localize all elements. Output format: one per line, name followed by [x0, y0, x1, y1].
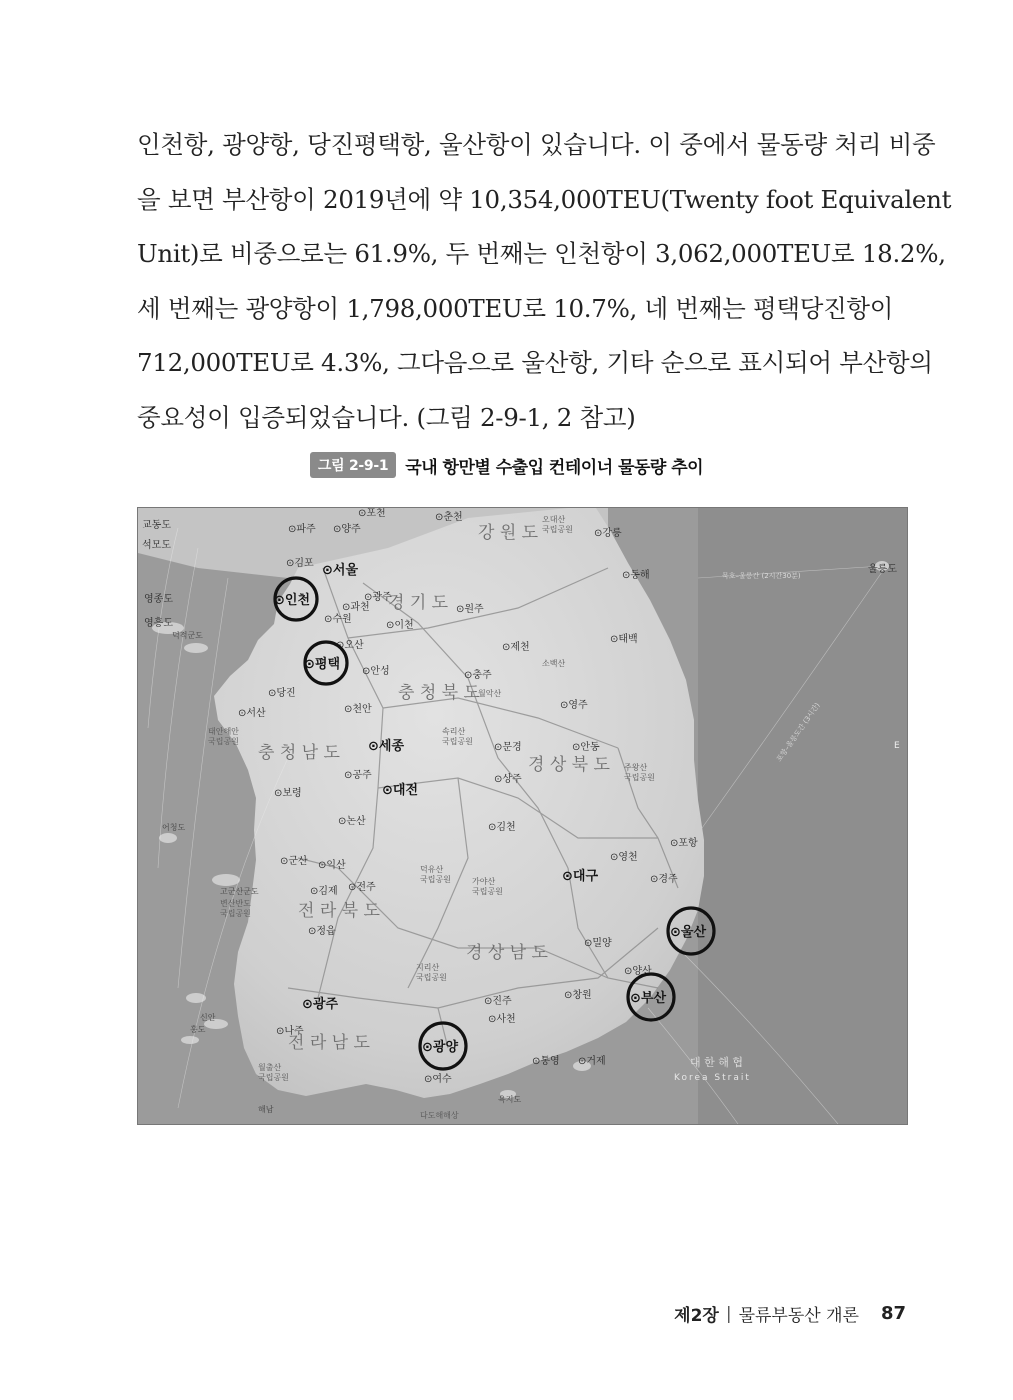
- svg-text:⊙제천: ⊙제천: [502, 642, 530, 653]
- svg-text:소백산: 소백산: [542, 659, 566, 668]
- svg-text:⊙정읍: ⊙정읍: [308, 926, 336, 937]
- body-line-6: 중요성이 입증되었습니다. (그림 2-9-1, 2 참고): [137, 402, 636, 432]
- svg-text:⊙강릉: ⊙강릉: [594, 528, 622, 539]
- svg-text:경 상 남 도: 경 상 남 도: [466, 943, 548, 963]
- svg-text:⊙김포: ⊙김포: [286, 558, 314, 569]
- svg-text:⊙공주: ⊙공주: [344, 770, 372, 781]
- svg-text:국립공원: 국립공원: [208, 737, 239, 746]
- body-line-2: 을 보면 부산항이 2019년에 약 10,354,000TEU(Twenty foot Equivalent: [137, 184, 952, 214]
- svg-text:⊙거제: ⊙거제: [578, 1056, 606, 1067]
- svg-text:석모도: 석모도: [142, 540, 171, 551]
- svg-text:욕지도: 욕지도: [498, 1095, 522, 1104]
- svg-text:국립공원: 국립공원: [442, 737, 473, 746]
- svg-text:⊙천안: ⊙천안: [344, 704, 372, 715]
- svg-text:⊙익산: ⊙익산: [318, 860, 346, 871]
- svg-text:어청도: 어청도: [162, 823, 186, 832]
- svg-text:⊙부산: ⊙부산: [630, 991, 667, 1006]
- svg-text:덕유산: 덕유산: [420, 865, 444, 874]
- svg-text:⊙보령: ⊙보령: [274, 788, 302, 799]
- svg-text:교동도: 교동도: [142, 520, 171, 531]
- svg-text:⊙수원: ⊙수원: [324, 614, 352, 625]
- svg-text:⊙양주: ⊙양주: [333, 524, 361, 535]
- svg-text:⊙김제: ⊙김제: [310, 886, 338, 897]
- svg-text:전 라 남 도: 전 라 남 도: [288, 1033, 370, 1053]
- body-line-3: Unit)로 비중으로는 61.9%, 두 번째는 인천항이 3,062,000TEU로 18.2%,: [137, 239, 946, 268]
- svg-text:전 라 북 도: 전 라 북 도: [298, 901, 380, 921]
- svg-text:⊙포천: ⊙포천: [358, 508, 386, 519]
- svg-text:해남: 해남: [258, 1105, 274, 1114]
- svg-text:⊙포항: ⊙포항: [670, 838, 698, 849]
- compass-east-label: E: [894, 741, 900, 751]
- svg-text:가야산: 가야산: [472, 877, 496, 886]
- svg-text:국립공원: 국립공원: [624, 773, 655, 782]
- svg-text:묵호–울릉간 (2시간30분): 묵호–울릉간 (2시간30분): [722, 572, 801, 580]
- svg-text:변산반도: 변산반도: [220, 899, 251, 908]
- svg-text:영종도: 영종도: [144, 594, 173, 605]
- svg-text:⊙광양: ⊙광양: [422, 1040, 459, 1055]
- svg-text:⊙광주: ⊙광주: [364, 592, 392, 603]
- east-sea: [698, 508, 907, 1124]
- svg-text:⊙서울: ⊙서울: [322, 563, 359, 578]
- svg-text:⊙파주: ⊙파주: [288, 524, 316, 535]
- svg-text:신안: 신안: [200, 1013, 216, 1022]
- svg-text:⊙대구: ⊙대구: [562, 869, 599, 884]
- svg-text:대 한 해 협: 대 한 해 협: [690, 1056, 743, 1069]
- svg-text:⊙세종: ⊙세종: [368, 739, 405, 754]
- svg-text:포항–울릉도간 (3시간): 포항–울릉도간 (3시간): [775, 701, 822, 764]
- svg-text:⊙당진: ⊙당진: [268, 688, 296, 699]
- svg-text:⊙안성: ⊙안성: [362, 666, 390, 677]
- figure-caption: [0, 452, 1013, 478]
- svg-text:⊙원주: ⊙원주: [456, 604, 484, 615]
- svg-text:국립공원: 국립공원: [542, 525, 573, 534]
- svg-text:⊙경주: ⊙경주: [650, 874, 678, 885]
- svg-text:Korea Strait: Korea Strait: [674, 1073, 751, 1083]
- svg-text:⊙영천: ⊙영천: [610, 852, 638, 863]
- svg-text:월출산: 월출산: [258, 1063, 282, 1072]
- svg-text:울릉도: 울릉도: [868, 564, 897, 575]
- svg-text:고군산군도: 고군산군도: [220, 887, 259, 896]
- svg-text:⊙태백: ⊙태백: [610, 634, 638, 645]
- svg-text:⊙오산: ⊙오산: [336, 640, 364, 651]
- svg-text:속리산: 속리산: [442, 727, 466, 736]
- svg-text:덕적군도: 덕적군도: [172, 631, 203, 640]
- svg-text:주왕산: 주왕산: [624, 763, 648, 772]
- svg-text:강 원 도: 강 원 도: [478, 523, 539, 543]
- svg-text:⊙사천: ⊙사천: [488, 1014, 516, 1025]
- svg-text:⊙충주: ⊙충주: [464, 670, 492, 681]
- figure-title: 국내 항만별 수출입 컨테이너 물동량 추이: [405, 457, 704, 478]
- svg-text:⊙춘천: ⊙춘천: [435, 512, 463, 523]
- svg-text:국립공원: 국립공원: [420, 875, 451, 884]
- svg-text:⊙창원: ⊙창원: [564, 990, 592, 1001]
- svg-text:⊙광주: ⊙광주: [302, 997, 339, 1012]
- footer-chapter: 제2장: [674, 1306, 719, 1326]
- svg-text:⊙밀양: ⊙밀양: [584, 938, 612, 949]
- svg-text:⊙문경: ⊙문경: [494, 742, 522, 753]
- svg-text:오대산: 오대산: [542, 515, 566, 524]
- page-number: 87: [880, 1303, 906, 1324]
- svg-text:⊙과천: ⊙과천: [342, 602, 370, 613]
- svg-text:경 상 북 도: 경 상 북 도: [528, 755, 610, 775]
- svg-text:월악산: 월악산: [478, 689, 502, 698]
- korea-port-map: [137, 507, 908, 1125]
- svg-text:⊙이천: ⊙이천: [386, 620, 414, 631]
- svg-text:다도해해상: 다도해해상: [420, 1111, 459, 1120]
- svg-text:⊙양산: ⊙양산: [624, 966, 652, 977]
- svg-text:⊙안동: ⊙안동: [572, 742, 600, 753]
- svg-text:국립공원: 국립공원: [416, 973, 447, 982]
- svg-text:⊙상주: ⊙상주: [494, 774, 522, 785]
- footer-chapter-title: 물류부동산 개론: [738, 1306, 859, 1326]
- body-line-1: 인천항, 광양항, 당진평택항, 울산항이 있습니다. 이 중에서 물동량 처리 비중: [137, 130, 936, 159]
- svg-text:⊙서산: ⊙서산: [238, 708, 266, 719]
- map-canvas: [138, 508, 907, 1124]
- svg-text:⊙진주: ⊙진주: [484, 996, 512, 1007]
- svg-text:영흥도: 영흥도: [144, 618, 173, 629]
- svg-text:⊙통영: ⊙통영: [532, 1056, 560, 1067]
- svg-text:경 기 도: 경 기 도: [388, 593, 449, 613]
- svg-text:⊙군산: ⊙군산: [280, 856, 308, 867]
- svg-text:⊙나주: ⊙나주: [276, 1026, 304, 1037]
- svg-text:⊙인천: ⊙인천: [274, 593, 311, 608]
- svg-text:충 청 북 도: 충 청 북 도: [398, 683, 480, 703]
- svg-text:⊙대전: ⊙대전: [382, 783, 419, 798]
- svg-text:⊙영주: ⊙영주: [560, 700, 588, 711]
- svg-text:국립공원: 국립공원: [220, 909, 251, 918]
- body-paragraph: [137, 118, 952, 445]
- body-line-4: 세 번째는 광양항이 1,798,000TEU로 10.7%, 네 번째는 평택당진항이: [137, 293, 894, 323]
- svg-text:지리산: 지리산: [416, 963, 440, 972]
- svg-text:⊙여수: ⊙여수: [424, 1074, 452, 1085]
- figure-label-badge: 그림 2-9-1: [310, 452, 396, 478]
- svg-text:태안해안: 태안해안: [208, 727, 239, 736]
- svg-text:⊙전주: ⊙전주: [348, 882, 376, 893]
- svg-text:⊙김천: ⊙김천: [488, 822, 516, 833]
- footer-separator: |: [725, 1303, 732, 1324]
- svg-text:홍도: 홍도: [190, 1025, 206, 1034]
- svg-text:⊙동해: ⊙동해: [622, 570, 650, 581]
- svg-text:⊙논산: ⊙논산: [338, 816, 366, 827]
- page-footer: [674, 1301, 906, 1326]
- svg-text:⊙평택: ⊙평택: [304, 657, 341, 672]
- svg-text:국립공원: 국립공원: [472, 887, 503, 896]
- svg-text:국립공원: 국립공원: [258, 1073, 289, 1082]
- svg-text:⊙울산: ⊙울산: [670, 925, 707, 940]
- svg-text:충 청 남 도: 충 청 남 도: [258, 743, 340, 763]
- body-line-5: 712,000TEU로 4.3%, 그다음으로 울산항, 기타 순으로 표시되어 부산항의: [137, 348, 933, 377]
